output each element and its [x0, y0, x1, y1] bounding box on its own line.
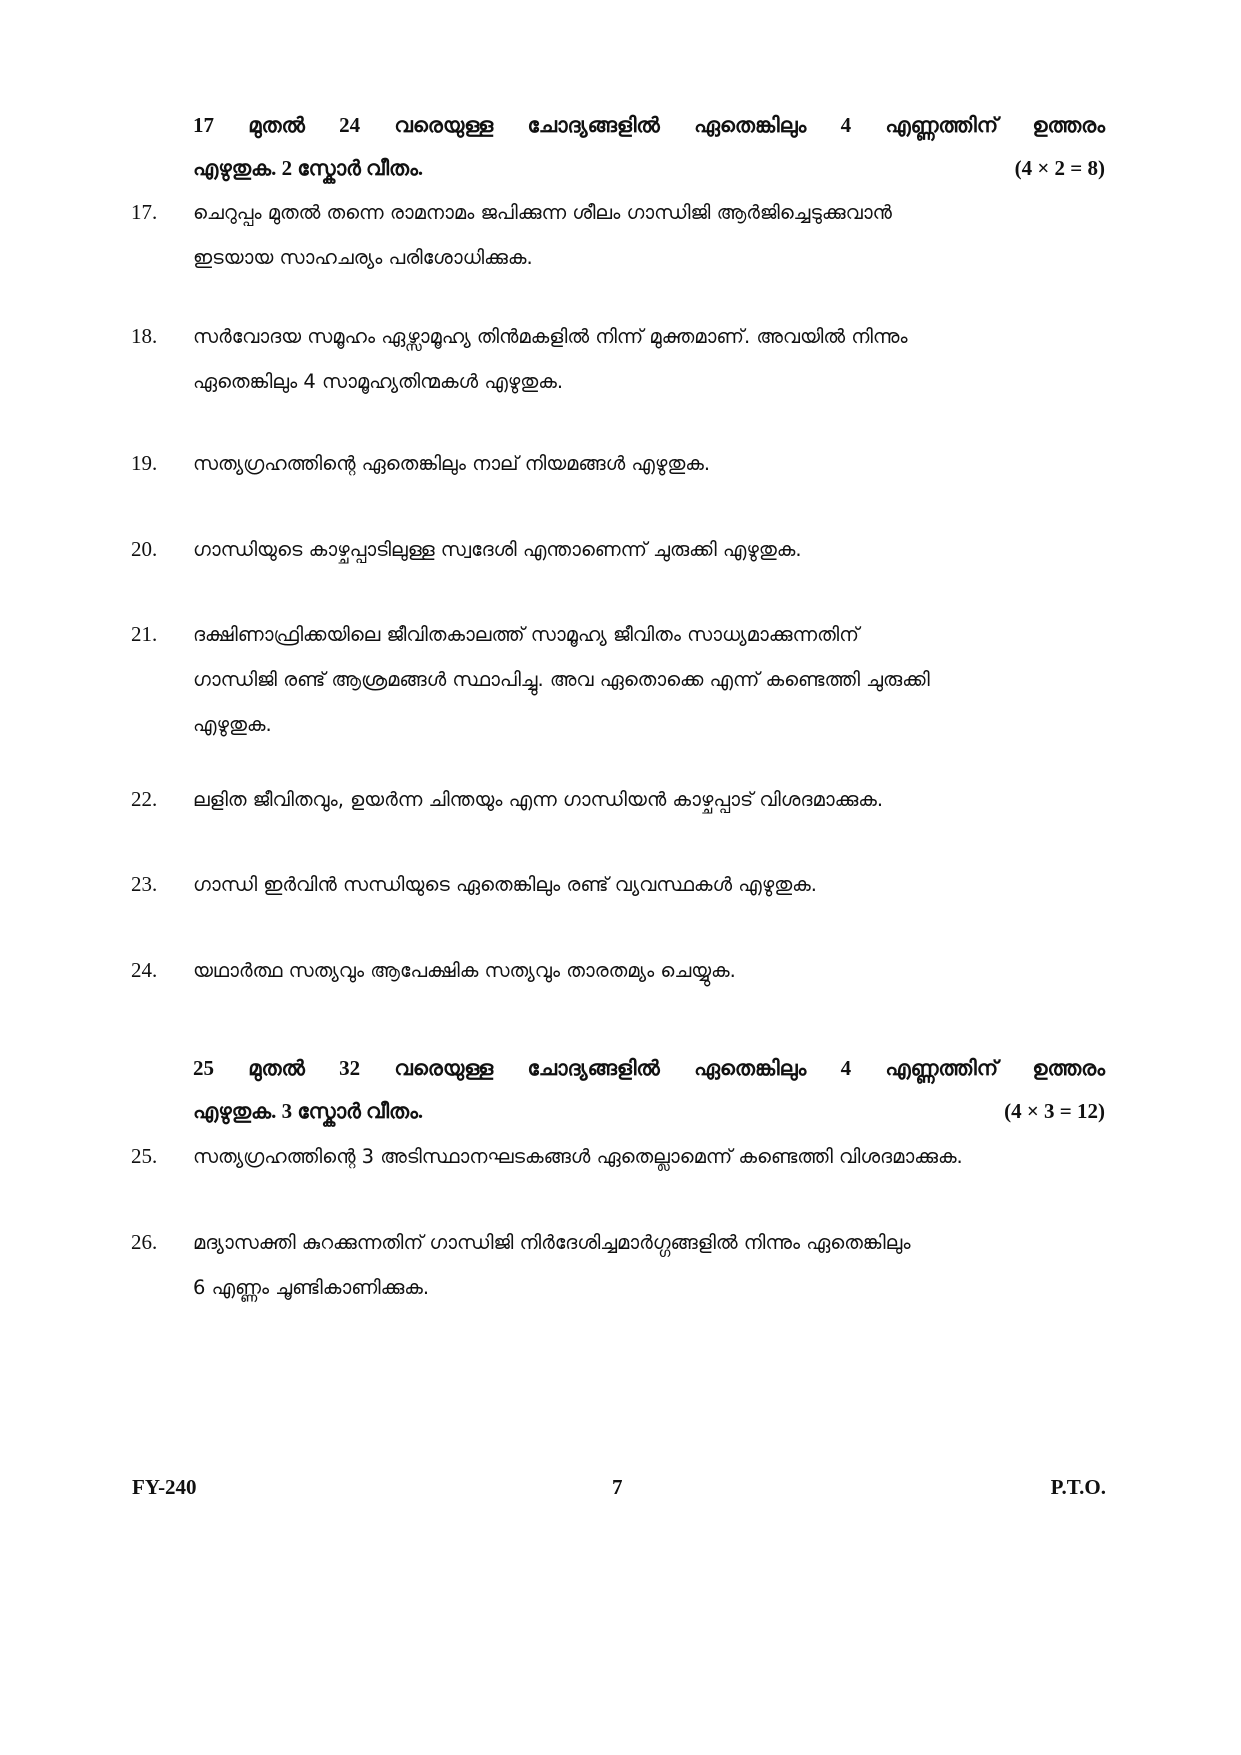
- question-text-line: 6 എണ്ണം ചൂണ്ടികാണിക്കുക.: [193, 1276, 430, 1299]
- question-number: 23.: [131, 872, 158, 896]
- question-text-line: ദക്ഷിണാഫ്രിക്കയിലെ ജീവിതകാലത്ത് സാമൂഹ്യ ജീവിതം സാധ്യമാക്കുന്നതിന്: [193, 623, 859, 646]
- question-text-line: യഥാർത്ഥ സത്യവും ആപേക്ഷിക സത്യവും താരതമ്യം ചെയ്യുക.: [193, 959, 736, 982]
- paper-code: FY-240: [132, 1475, 197, 1499]
- question-22: [131, 777, 1081, 822]
- section-instruction-17-24: [193, 104, 1105, 190]
- question-text-line: ഗാന്ധിജി രണ്ട് ആശ്രമങ്ങൾ സ്ഥാപിച്ചു. അവ ഏതൊക്കെ എന്ന് കണ്ടെത്തി ചുരുക്കി: [193, 668, 930, 691]
- question-number: 17.: [131, 200, 158, 224]
- question-19: [131, 441, 1081, 486]
- question-text-line: ഇടയായ സാഹചര്യം പരിശോധിക്കുക.: [193, 246, 533, 269]
- question-number: 18.: [131, 324, 158, 348]
- section-instruction-25-32: [193, 1047, 1105, 1133]
- section-instruction-line1: 17 മുതൽ 24 വരെയുള്ള ചോദ്യങ്ങളിൽ ഏതെങ്കിലും 4 എണ്ണത്തിന് ഉത്തരം: [193, 113, 1105, 137]
- section-instruction-line2: എഴുതുക. 2 സ്കോർ വീതം.: [193, 156, 424, 180]
- question-text-line: സർവോദയ സമൂഹം ഏഴ്സാമൂഹ്യ തിൻമകളിൽ നിന്ന് മുക്തമാണ്. അവയിൽ നിന്നും: [193, 325, 908, 348]
- question-number: 24.: [131, 958, 158, 982]
- question-23: [131, 862, 1081, 907]
- question-number: 19.: [131, 451, 158, 475]
- question-20: [131, 527, 1081, 572]
- question-text-line: ഗാന്ധി ഇർവിൻ സന്ധിയുടെ ഏതെങ്കിലും രണ്ട് വ്യവസ്ഥകൾ എഴുതുക.: [193, 873, 817, 896]
- question-24: [131, 948, 1081, 993]
- question-text-line: ചെറുപ്പം മുതൽ തന്നെ രാമനാമം ജപിക്കുന്ന ശീലം ഗാന്ധിജി ആർജിച്ചെടുക്കുവാൻ: [193, 201, 892, 224]
- section-marks: (4 × 3 = 12): [1004, 1099, 1105, 1123]
- question-number: 21.: [131, 622, 158, 646]
- question-number: 20.: [131, 537, 158, 561]
- question-text-line: ഗാന്ധിയുടെ കാഴ്ചപ്പാടിലുള്ള സ്വദേശി എന്താണെന്ന് ചുരുക്കി എഴുതുക.: [193, 538, 802, 561]
- question-number: 26.: [131, 1230, 158, 1254]
- question-text-line: മദ്യാസക്തി കുറക്കുന്നതിന് ഗാന്ധിജി നിർദേശിച്ചമാർഗ്ഗങ്ങളിൽ നിന്നും ഏതെങ്കിലും: [193, 1231, 911, 1254]
- page-footer: [132, 1475, 1106, 1515]
- section-marks: (4 × 2 = 8): [1014, 156, 1105, 180]
- question-26: [131, 1220, 1081, 1310]
- pto-label: P.T.O.: [1050, 1475, 1106, 1499]
- section-instruction-line1: 25 മുതൽ 32 വരെയുള്ള ചോദ്യങ്ങളിൽ ഏതെങ്കിലും 4 എണ്ണത്തിന് ഉത്തരം: [193, 1056, 1105, 1080]
- question-text-line: ഏതെങ്കിലും 4 സാമൂഹ്യതിന്മകൾ എഴുതുക.: [193, 370, 564, 393]
- question-text-line: സത്യഗ്രഹത്തിന്റെ 3 അടിസ്ഥാനഘടകങ്ങൾ ഏതെല്ലാമെന്ന് കണ്ടെത്തി വിശദമാക്കുക.: [193, 1145, 963, 1168]
- question-number: 25.: [131, 1144, 158, 1168]
- question-text-line: ലളിത ജീവിതവും, ഉയർന്ന ചിന്തയും എന്ന ഗാന്ധിയൻ കാഴ്ചപ്പാട് വിശദമാക്കുക.: [193, 788, 884, 811]
- page-number: 7: [612, 1475, 623, 1499]
- question-25: [131, 1134, 1081, 1179]
- question-17: [131, 190, 1081, 280]
- question-21: [131, 612, 1081, 747]
- question-18: [131, 314, 1081, 404]
- question-text-line: എഴുതുക.: [193, 713, 272, 736]
- section-instruction-line2: എഴുതുക. 3 സ്കോർ വീതം.: [193, 1099, 424, 1123]
- question-text-line: സത്യഗ്രഹത്തിന്റെ ഏതെങ്കിലും നാല് നിയമങ്ങൾ എഴുതുക.: [193, 452, 711, 475]
- question-number: 22.: [131, 787, 158, 811]
